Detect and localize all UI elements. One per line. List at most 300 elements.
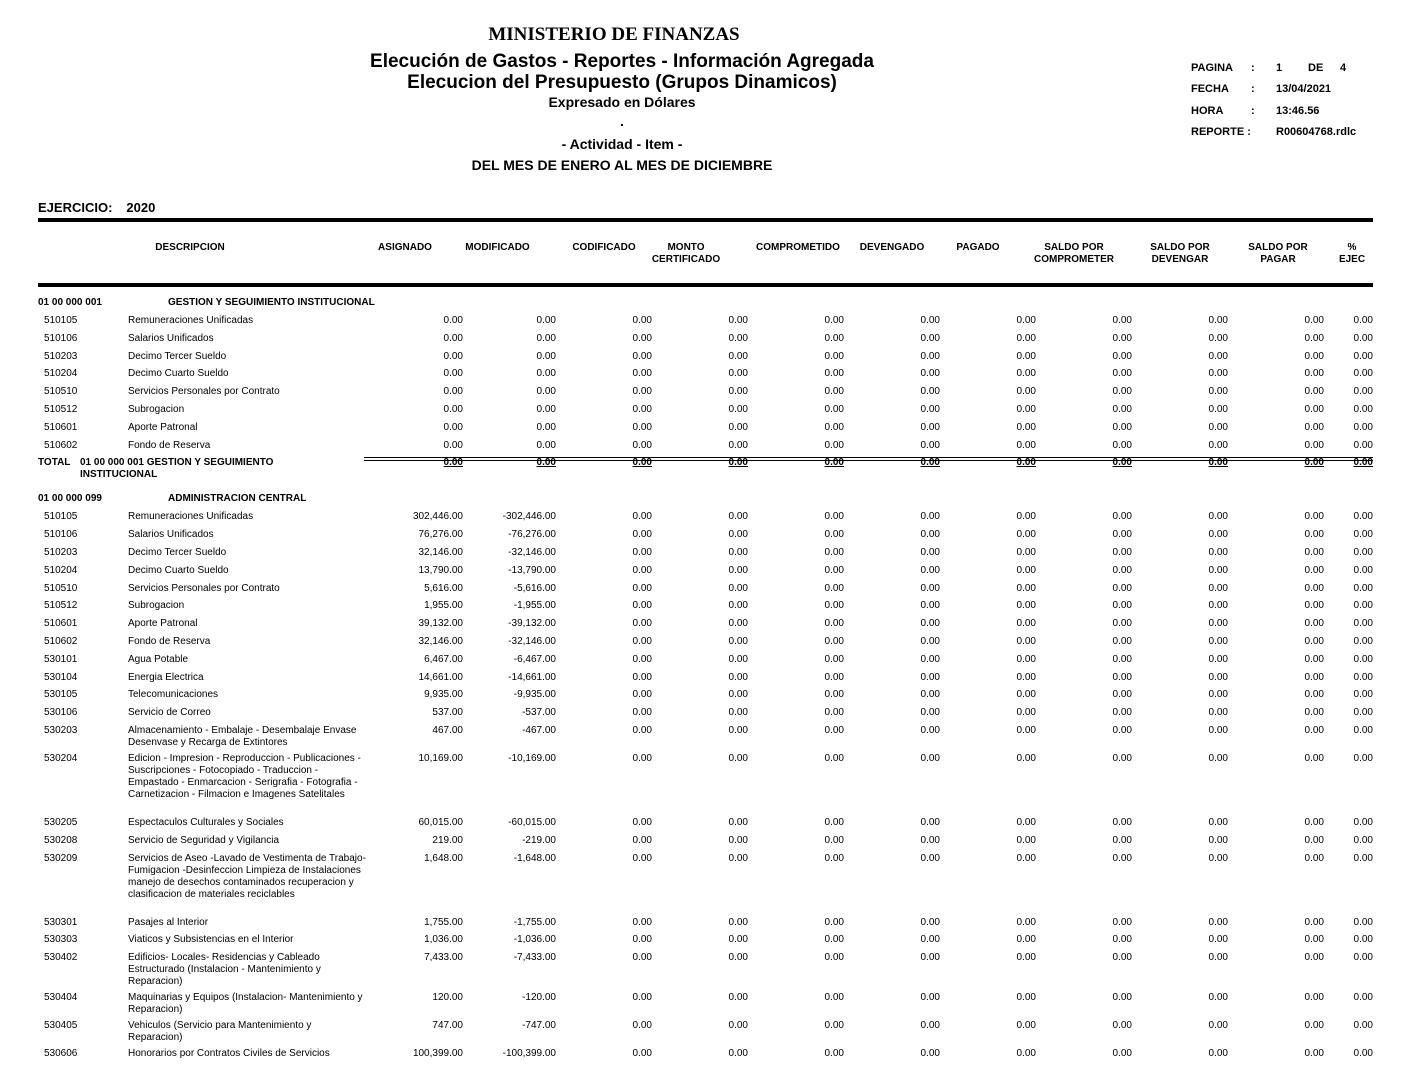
cell-pagado: 0.00	[1016, 817, 1036, 828]
ministry-title: MINISTERIO DE FINANZAS	[488, 24, 740, 45]
cell-saldo-pagar: 0.00	[1304, 529, 1324, 541]
cell-pagado: 0.00	[1016, 618, 1036, 630]
item-code: 530606	[44, 1048, 78, 1060]
cell-devengado: 0.00	[920, 547, 940, 558]
cell-asignado: 5,616.00	[424, 582, 463, 594]
cell-comprometido: 0.00	[824, 934, 844, 946]
fecha-label: FECHA	[1191, 83, 1229, 95]
cell-modificado: 0.00	[536, 332, 556, 344]
cell-monto-certificado: 0.00	[728, 934, 748, 946]
item-code: 510105	[44, 315, 78, 326]
cell-modificado: 0.00	[536, 439, 556, 451]
cell-codificado: 0.00	[632, 582, 652, 594]
cell-saldo-devengar: 0.00	[1208, 689, 1228, 701]
cell-codificado: 0.00	[632, 618, 652, 630]
cell-comprometido: 0.00	[824, 564, 844, 576]
cell-modificado: -13,790.00	[508, 564, 556, 576]
cell-codificado: 0.00	[632, 952, 652, 964]
cell-pagado: 0.00	[1016, 934, 1036, 946]
cell-devengado: 0.00	[920, 511, 940, 523]
cell-saldo-comprometer: 0.00	[1112, 350, 1132, 362]
item-desc: Aporte Patronal	[128, 421, 198, 433]
header-rule-top	[38, 218, 1373, 222]
cell-monto-certificado: 0.00	[728, 386, 748, 398]
cell-monto-certificado: 0.00	[728, 653, 748, 665]
cell-monto-certificado: 0.00	[728, 1048, 748, 1060]
item-code: 530303	[44, 934, 78, 946]
cell-monto-certificado: 0.00	[728, 725, 748, 736]
cell-codificado: 0.00	[632, 916, 652, 928]
item-code: 530203	[44, 725, 78, 736]
cell-ejec: 0.00	[1353, 852, 1373, 864]
cell-codificado: 0.00	[632, 421, 652, 433]
cell-comprometido: 0.00	[824, 368, 844, 380]
cell-pagado: 0.00	[1016, 529, 1036, 541]
cell-saldo-devengar: 0.00	[1208, 934, 1228, 946]
cell-saldo-pagar: 0.00	[1304, 671, 1324, 683]
cell-comprometido: 0.00	[824, 1048, 844, 1060]
cell-asignado: 0.00	[443, 421, 463, 433]
total-saldo-devengar: 0.00	[1208, 457, 1228, 469]
cell-comprometido: 0.00	[824, 511, 844, 523]
cell-devengado: 0.00	[920, 600, 940, 612]
cell-devengado: 0.00	[920, 671, 940, 683]
cell-saldo-devengar: 0.00	[1208, 350, 1228, 362]
de-label: DE	[1308, 62, 1324, 74]
cell-saldo-devengar: 0.00	[1208, 421, 1228, 433]
cell-saldo-comprometer: 0.00	[1112, 332, 1132, 344]
cell-monto-certificado: 0.00	[728, 753, 748, 764]
cell-devengado: 0.00	[920, 636, 940, 647]
cell-monto-certificado: 0.00	[728, 618, 748, 630]
cell-devengado: 0.00	[920, 618, 940, 630]
cell-saldo-comprometer: 0.00	[1112, 671, 1132, 683]
cell-pagado: 0.00	[1016, 386, 1036, 398]
total-modificado: 0.00	[536, 457, 556, 469]
period-label: DEL MES DE ENERO AL MES DE DICIEMBRE	[471, 157, 773, 173]
item-code: 510510	[44, 582, 78, 594]
total-codificado: 0.00	[632, 457, 652, 469]
cell-ejec: 0.00	[1353, 564, 1373, 576]
cell-asignado: 467.00	[432, 725, 463, 736]
cell-saldo-pagar: 0.00	[1304, 511, 1324, 523]
cell-comprometido: 0.00	[824, 653, 844, 665]
cell-devengado: 0.00	[920, 529, 940, 541]
cell-pagado: 0.00	[1016, 582, 1036, 594]
item-code: 510510	[44, 386, 78, 398]
col-ejec-l1: %	[1347, 242, 1357, 253]
cell-monto-certificado: 0.00	[728, 332, 748, 344]
section-code: 01 00 000 001	[38, 297, 102, 308]
cell-comprometido: 0.00	[824, 332, 844, 344]
cell-devengado: 0.00	[920, 753, 940, 764]
item-desc: Vehiculos (Servicio para Mantenimiento y Reparacion)	[128, 1020, 312, 1044]
cell-saldo-pagar: 0.00	[1304, 315, 1324, 326]
item-code: 510601	[44, 421, 78, 433]
cell-codificado: 0.00	[632, 564, 652, 576]
cell-devengado: 0.00	[920, 725, 940, 736]
cell-saldo-comprometer: 0.00	[1112, 725, 1132, 736]
cell-saldo-pagar: 0.00	[1304, 707, 1324, 719]
currency-note: Expresado en Dólares	[548, 94, 696, 110]
cell-saldo-comprometer: 0.00	[1112, 386, 1132, 398]
cell-saldo-devengar: 0.00	[1208, 600, 1228, 612]
cell-monto-certificado: 0.00	[728, 315, 748, 326]
cell-monto-certificado: 0.00	[728, 671, 748, 683]
cell-saldo-pagar: 0.00	[1304, 350, 1324, 362]
cell-comprometido: 0.00	[824, 386, 844, 398]
cell-saldo-pagar: 0.00	[1304, 332, 1324, 344]
col-descripcion: DESCRIPCION	[155, 242, 225, 253]
cell-monto-certificado: 0.00	[728, 511, 748, 523]
cell-pagado: 0.00	[1016, 852, 1036, 864]
cell-comprometido: 0.00	[824, 421, 844, 433]
item-desc: Espectaculos Culturales y Sociales	[128, 817, 284, 828]
cell-pagado: 0.00	[1016, 564, 1036, 576]
cell-saldo-pagar: 0.00	[1304, 439, 1324, 451]
cell-pagado: 0.00	[1016, 707, 1036, 719]
cell-codificado: 0.00	[632, 852, 652, 864]
col-modificado: MODIFICADO	[465, 242, 530, 253]
cell-ejec: 0.00	[1353, 618, 1373, 630]
cell-pagado: 0.00	[1016, 992, 1036, 1004]
cell-ejec: 0.00	[1353, 547, 1373, 558]
cell-codificado: 0.00	[632, 934, 652, 946]
cell-devengado: 0.00	[920, 834, 940, 846]
cell-comprometido: 0.00	[824, 439, 844, 451]
item-desc: Energia Electrica	[128, 671, 204, 683]
cell-monto-certificado: 0.00	[728, 992, 748, 1004]
cell-saldo-comprometer: 0.00	[1112, 1020, 1132, 1032]
cell-saldo-devengar: 0.00	[1208, 1020, 1228, 1032]
cell-pagado: 0.00	[1016, 1048, 1036, 1060]
cell-saldo-comprometer: 0.00	[1112, 636, 1132, 647]
cell-modificado: -60,015.00	[508, 817, 556, 828]
item-code: 530301	[44, 916, 78, 928]
item-code: 510204	[44, 564, 78, 576]
cell-modificado: -1,755.00	[513, 916, 556, 928]
item-code: 530404	[44, 992, 78, 1004]
cell-asignado: 1,755.00	[424, 916, 463, 928]
col-spc-l1: SALDO POR	[1044, 242, 1104, 253]
item-code: 530208	[44, 834, 78, 846]
cell-devengado: 0.00	[920, 916, 940, 928]
total-asignado: 0.00	[443, 457, 463, 469]
cell-devengado: 0.00	[920, 689, 940, 701]
cell-saldo-devengar: 0.00	[1208, 386, 1228, 398]
cell-modificado: 0.00	[536, 368, 556, 380]
cell-devengado: 0.00	[920, 952, 940, 964]
cell-saldo-comprometer: 0.00	[1112, 618, 1132, 630]
cell-saldo-devengar: 0.00	[1208, 511, 1228, 523]
cell-saldo-devengar: 0.00	[1208, 439, 1228, 451]
cell-ejec: 0.00	[1353, 368, 1373, 380]
cell-saldo-comprometer: 0.00	[1112, 753, 1132, 764]
reporte-label: REPORTE :	[1191, 126, 1251, 138]
item-code: 510203	[44, 547, 78, 558]
item-desc: Salarios Unificados	[128, 332, 214, 344]
cell-monto-certificado: 0.00	[728, 834, 748, 846]
cell-monto-certificado: 0.00	[728, 636, 748, 647]
cell-devengado: 0.00	[920, 852, 940, 864]
cell-asignado: 1,036.00	[424, 934, 463, 946]
cell-devengado: 0.00	[920, 707, 940, 719]
hora-label: HORA	[1191, 105, 1224, 117]
de-value: 4	[1340, 62, 1347, 74]
cell-saldo-devengar: 0.00	[1208, 618, 1228, 630]
item-desc: Servicios Personales por Contrato	[128, 386, 280, 398]
cell-saldo-comprometer: 0.00	[1112, 916, 1132, 928]
cell-ejec: 0.00	[1353, 671, 1373, 683]
cell-pagado: 0.00	[1016, 636, 1036, 647]
cell-comprometido: 0.00	[824, 707, 844, 719]
cell-ejec: 0.00	[1353, 350, 1373, 362]
item-desc: Salarios Unificados	[128, 529, 214, 541]
cell-saldo-pagar: 0.00	[1304, 834, 1324, 846]
cell-devengado: 0.00	[920, 582, 940, 594]
cell-modificado: 0.00	[536, 350, 556, 362]
item-desc: Fondo de Reserva	[128, 636, 211, 647]
cell-codificado: 0.00	[632, 653, 652, 665]
hora-value: 13:46.56	[1276, 105, 1320, 117]
cell-codificado: 0.00	[632, 404, 652, 415]
cell-saldo-devengar: 0.00	[1208, 529, 1228, 541]
cell-codificado: 0.00	[632, 992, 652, 1004]
cell-saldo-devengar: 0.00	[1208, 653, 1228, 665]
cell-comprometido: 0.00	[824, 618, 844, 630]
cell-pagado: 0.00	[1016, 332, 1036, 344]
separator-dot: .	[620, 113, 624, 129]
col-ejec	[1332, 242, 1372, 266]
cell-saldo-comprometer: 0.00	[1112, 600, 1132, 612]
cell-asignado: 0.00	[443, 439, 463, 451]
cell-monto-certificado: 0.00	[728, 529, 748, 541]
cell-asignado: 302,446.00	[412, 511, 463, 523]
cell-comprometido: 0.00	[824, 404, 844, 415]
cell-comprometido: 0.00	[824, 315, 844, 326]
cell-monto-certificado: 0.00	[728, 689, 748, 701]
item-code: 510512	[44, 600, 78, 612]
cell-codificado: 0.00	[632, 529, 652, 541]
cell-ejec: 0.00	[1353, 834, 1373, 846]
cell-saldo-devengar: 0.00	[1208, 817, 1228, 828]
cell-monto-certificado: 0.00	[728, 404, 748, 415]
cell-saldo-devengar: 0.00	[1208, 916, 1228, 928]
item-code: 530101	[44, 653, 78, 665]
cell-saldo-comprometer: 0.00	[1112, 852, 1132, 864]
item-desc: Servicios de Aseo -Lavado de Vestimenta de Trabajo- Fumigacion -Desinfeccion Limpieza de Instalaciones manejo de desechos contaminados recuperacion y clasificacion de materiales reciclables	[128, 852, 366, 900]
colon: :	[1251, 62, 1255, 74]
cell-monto-certificado: 0.00	[728, 582, 748, 594]
cell-pagado: 0.00	[1016, 404, 1036, 415]
cell-asignado: 0.00	[443, 368, 463, 380]
cell-pagado: 0.00	[1016, 350, 1036, 362]
cell-saldo-devengar: 0.00	[1208, 368, 1228, 380]
cell-saldo-pagar: 0.00	[1304, 582, 1324, 594]
cell-codificado: 0.00	[632, 350, 652, 362]
item-desc: Aporte Patronal	[128, 618, 198, 630]
total-pagado: 0.00	[1016, 457, 1036, 469]
cell-comprometido: 0.00	[824, 817, 844, 828]
cell-devengado: 0.00	[920, 315, 940, 326]
cell-asignado: 537.00	[432, 707, 463, 719]
cell-codificado: 0.00	[632, 439, 652, 451]
cell-devengado: 0.00	[920, 421, 940, 433]
cell-saldo-devengar: 0.00	[1208, 725, 1228, 736]
cell-codificado: 0.00	[632, 1048, 652, 1060]
cell-asignado: 39,132.00	[418, 618, 463, 630]
cell-saldo-comprometer: 0.00	[1112, 689, 1132, 701]
grouping-label: - Actividad - Item -	[561, 136, 683, 152]
cell-asignado: 32,146.00	[418, 636, 463, 647]
cell-devengado: 0.00	[920, 368, 940, 380]
cell-pagado: 0.00	[1016, 753, 1036, 764]
cell-devengado: 0.00	[920, 332, 940, 344]
cell-monto-certificado: 0.00	[728, 707, 748, 719]
total-saldo-comprometer: 0.00	[1112, 457, 1132, 469]
cell-saldo-pagar: 0.00	[1304, 404, 1324, 415]
cell-codificado: 0.00	[632, 1020, 652, 1032]
cell-modificado: -120.00	[522, 992, 556, 1004]
cell-devengado: 0.00	[920, 992, 940, 1004]
cell-modificado: -6,467.00	[513, 653, 556, 665]
cell-saldo-comprometer: 0.00	[1112, 952, 1132, 964]
cell-pagado: 0.00	[1016, 1020, 1036, 1032]
cell-ejec: 0.00	[1353, 817, 1373, 828]
item-desc: Subrogacion	[128, 404, 185, 415]
cell-codificado: 0.00	[632, 511, 652, 523]
cell-pagado: 0.00	[1016, 368, 1036, 380]
cell-saldo-comprometer: 0.00	[1112, 834, 1132, 846]
cell-asignado: 14,661.00	[418, 671, 463, 683]
cell-saldo-pagar: 0.00	[1304, 852, 1324, 864]
col-comprometido: COMPROMETIDO	[756, 242, 840, 253]
cell-codificado: 0.00	[632, 386, 652, 398]
item-code: 510602	[44, 636, 78, 647]
col-saldo-pagar	[1238, 242, 1318, 266]
cell-modificado: -747.00	[522, 1020, 556, 1032]
cell-comprometido: 0.00	[824, 916, 844, 928]
cell-asignado: 10,169.00	[418, 753, 463, 764]
cell-modificado: -100,399.00	[502, 1048, 556, 1060]
cell-codificado: 0.00	[632, 671, 652, 683]
cell-codificado: 0.00	[632, 753, 652, 764]
cell-devengado: 0.00	[920, 350, 940, 362]
cell-ejec: 0.00	[1353, 439, 1373, 451]
ejercicio-value: 2020	[126, 200, 156, 215]
cell-saldo-devengar: 0.00	[1208, 547, 1228, 558]
cell-monto-certificado: 0.00	[728, 439, 748, 451]
item-desc: Maquinarias y Equipos (Instalacion- Mantenimiento y Reparacion)	[128, 992, 363, 1016]
item-code: 530405	[44, 1020, 78, 1032]
cell-modificado: -219.00	[522, 834, 556, 846]
total-saldo-pagar: 0.00	[1304, 457, 1324, 469]
cell-comprometido: 0.00	[824, 350, 844, 362]
cell-modificado: -14,661.00	[508, 671, 556, 683]
cell-saldo-pagar: 0.00	[1304, 368, 1324, 380]
cell-asignado: 1,648.00	[424, 852, 463, 864]
cell-asignado: 747.00	[432, 1020, 463, 1032]
cell-monto-certificado: 0.00	[728, 952, 748, 964]
cell-ejec: 0.00	[1353, 511, 1373, 523]
cell-saldo-devengar: 0.00	[1208, 671, 1228, 683]
cell-pagado: 0.00	[1016, 439, 1036, 451]
item-code: 510602	[44, 439, 78, 451]
item-code: 530204	[44, 753, 78, 764]
col-spd-l1: SALDO POR	[1150, 242, 1210, 253]
cell-modificado: 0.00	[536, 315, 556, 326]
cell-devengado: 0.00	[920, 404, 940, 415]
cell-pagado: 0.00	[1016, 421, 1036, 433]
cell-modificado: -32,146.00	[508, 636, 556, 647]
cell-saldo-comprometer: 0.00	[1112, 653, 1132, 665]
item-desc: Agua Potable	[128, 653, 189, 665]
item-desc: Edificios- Locales- Residencias y Cableado Estructurado (Instalacion - Mantenimiento y Reparacion)	[128, 952, 321, 988]
cell-asignado: 0.00	[443, 350, 463, 362]
cell-ejec: 0.00	[1353, 582, 1373, 594]
cell-devengado: 0.00	[920, 564, 940, 576]
cell-modificado: -32,146.00	[508, 547, 556, 558]
cell-asignado: 0.00	[443, 332, 463, 344]
cell-ejec: 0.00	[1353, 404, 1373, 415]
reporte-value: R00604768.rdlc	[1276, 126, 1357, 138]
cell-saldo-pagar: 0.00	[1304, 817, 1324, 828]
cell-codificado: 0.00	[632, 600, 652, 612]
cell-comprometido: 0.00	[824, 952, 844, 964]
cell-asignado: 120.00	[432, 992, 463, 1004]
cell-monto-certificado: 0.00	[728, 817, 748, 828]
cell-modificado: -5,616.00	[513, 582, 556, 594]
item-desc: Decimo Cuarto Sueldo	[128, 564, 229, 576]
item-code: 530402	[44, 952, 78, 964]
cell-monto-certificado: 0.00	[728, 600, 748, 612]
col-codificado: CODIFICADO	[572, 242, 636, 253]
cell-ejec: 0.00	[1353, 600, 1373, 612]
fecha-value: 13/04/2021	[1276, 83, 1332, 95]
cell-saldo-comprometer: 0.00	[1112, 582, 1132, 594]
item-desc: Decimo Cuarto Sueldo	[128, 368, 229, 380]
cell-saldo-devengar: 0.00	[1208, 852, 1228, 864]
cell-codificado: 0.00	[632, 834, 652, 846]
cell-saldo-comprometer: 0.00	[1112, 511, 1132, 523]
cell-codificado: 0.00	[632, 636, 652, 647]
col-saldo-devengar	[1140, 242, 1220, 266]
cell-saldo-pagar: 0.00	[1304, 636, 1324, 647]
item-code: 510203	[44, 350, 78, 362]
item-desc: Remuneraciones Unificadas	[128, 315, 254, 326]
item-desc: Decimo Tercer Sueldo	[128, 350, 227, 362]
section-code: 01 00 000 099	[38, 493, 102, 505]
cell-comprometido: 0.00	[824, 992, 844, 1004]
cell-devengado: 0.00	[920, 439, 940, 451]
cell-saldo-devengar: 0.00	[1208, 582, 1228, 594]
total-comprometido: 0.00	[824, 457, 844, 469]
cell-ejec: 0.00	[1353, 934, 1373, 946]
cell-pagado: 0.00	[1016, 952, 1036, 964]
item-desc: Decimo Tercer Sueldo	[128, 547, 227, 558]
colon: :	[1251, 83, 1255, 95]
cell-comprometido: 0.00	[824, 1020, 844, 1032]
cell-asignado: 7,433.00	[424, 952, 463, 964]
cell-monto-certificado: 0.00	[728, 421, 748, 433]
cell-saldo-pagar: 0.00	[1304, 653, 1324, 665]
cell-saldo-pagar: 0.00	[1304, 934, 1324, 946]
cell-modificado: 0.00	[536, 404, 556, 415]
cell-ejec: 0.00	[1353, 952, 1373, 964]
cell-saldo-pagar: 0.00	[1304, 564, 1324, 576]
cell-codificado: 0.00	[632, 547, 652, 558]
cell-pagado: 0.00	[1016, 916, 1036, 928]
